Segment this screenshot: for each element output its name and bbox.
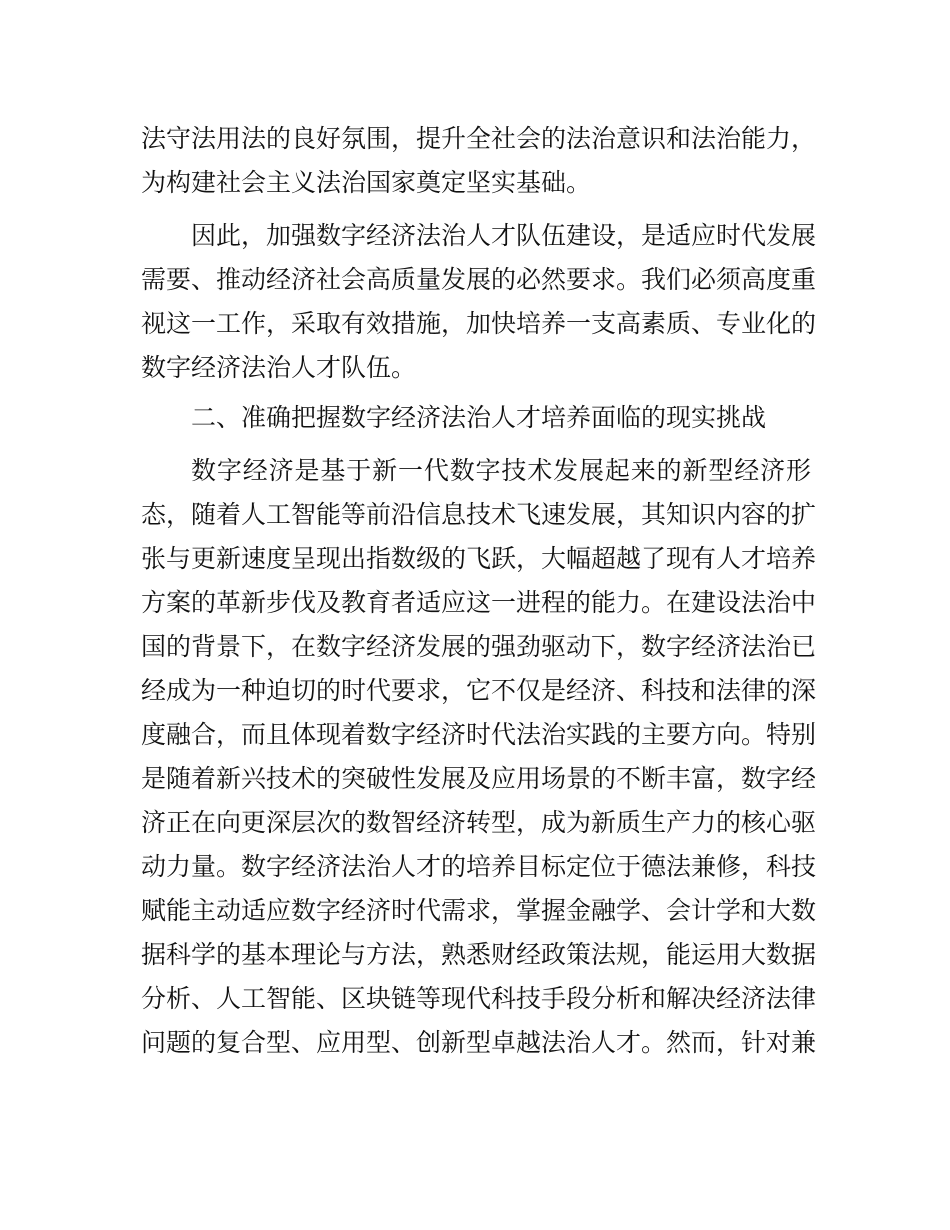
text-line: 数字经济法治人才队伍。 bbox=[141, 353, 417, 382]
text-line: 态，随着人工智能等前沿信息技术飞速发展，其知识内容的扩 bbox=[141, 500, 817, 529]
text-line: 视这一工作，采取有效措施，加快培养一支高素质、专业化的 bbox=[141, 309, 817, 338]
section-heading: 二、准确把握数字经济法治人才培养面临的现实挑战 bbox=[191, 403, 767, 432]
text-line: 据科学的基本理论与方法，熟悉财经政策法规，能运用大数据 bbox=[141, 940, 817, 969]
text-line: 济正在向更深层次的数智经济转型，成为新质生产力的核心驱 bbox=[141, 808, 817, 837]
text-line: 张与更新速度呈现出指数级的飞跃，大幅超越了现有人才培养 bbox=[141, 544, 817, 573]
text-line: 为构建社会主义法治国家奠定坚实基础。 bbox=[141, 168, 592, 197]
text-line: 是随着新兴技术的突破性发展及应用场景的不断丰富，数字经 bbox=[141, 764, 817, 793]
text-line: 国的背景下，在数字经济发展的强劲驱动下，数字经济法治已 bbox=[141, 632, 817, 661]
text-line: 动力量。数字经济法治人才的培养目标定位于德法兼修，科技 bbox=[141, 852, 817, 881]
text-line: 法守法用法的良好氛围，提升全社会的法治意识和法治能力， bbox=[141, 124, 817, 153]
text-line: 分析、人工智能、区块链等现代科技手段分析和解决经济法律 bbox=[141, 984, 817, 1013]
text-line: 度融合，而且体现着数字经济时代法治实践的主要方向。特别 bbox=[141, 720, 817, 749]
text-line: 经成为一种迫切的时代要求，它不仅是经济、科技和法律的深 bbox=[141, 676, 817, 705]
text-line: 问题的复合型、应用型、创新型卓越法治人才。然而，针对兼 bbox=[141, 1028, 817, 1057]
text-line: 方案的革新步伐及教育者适应这一进程的能力。在建设法治中 bbox=[141, 588, 817, 617]
text-line: 需要、推动经济社会高质量发展的必然要求。我们必须高度重 bbox=[141, 265, 817, 294]
text-line: 赋能主动适应数字经济时代需求，掌握金融学、会计学和大数 bbox=[141, 896, 817, 925]
text-line: 因此，加强数字经济法治人才队伍建设，是适应时代发展 bbox=[191, 221, 817, 250]
text-line: 数字经济是基于新一代数字技术发展起来的新型经济形 bbox=[191, 456, 811, 485]
